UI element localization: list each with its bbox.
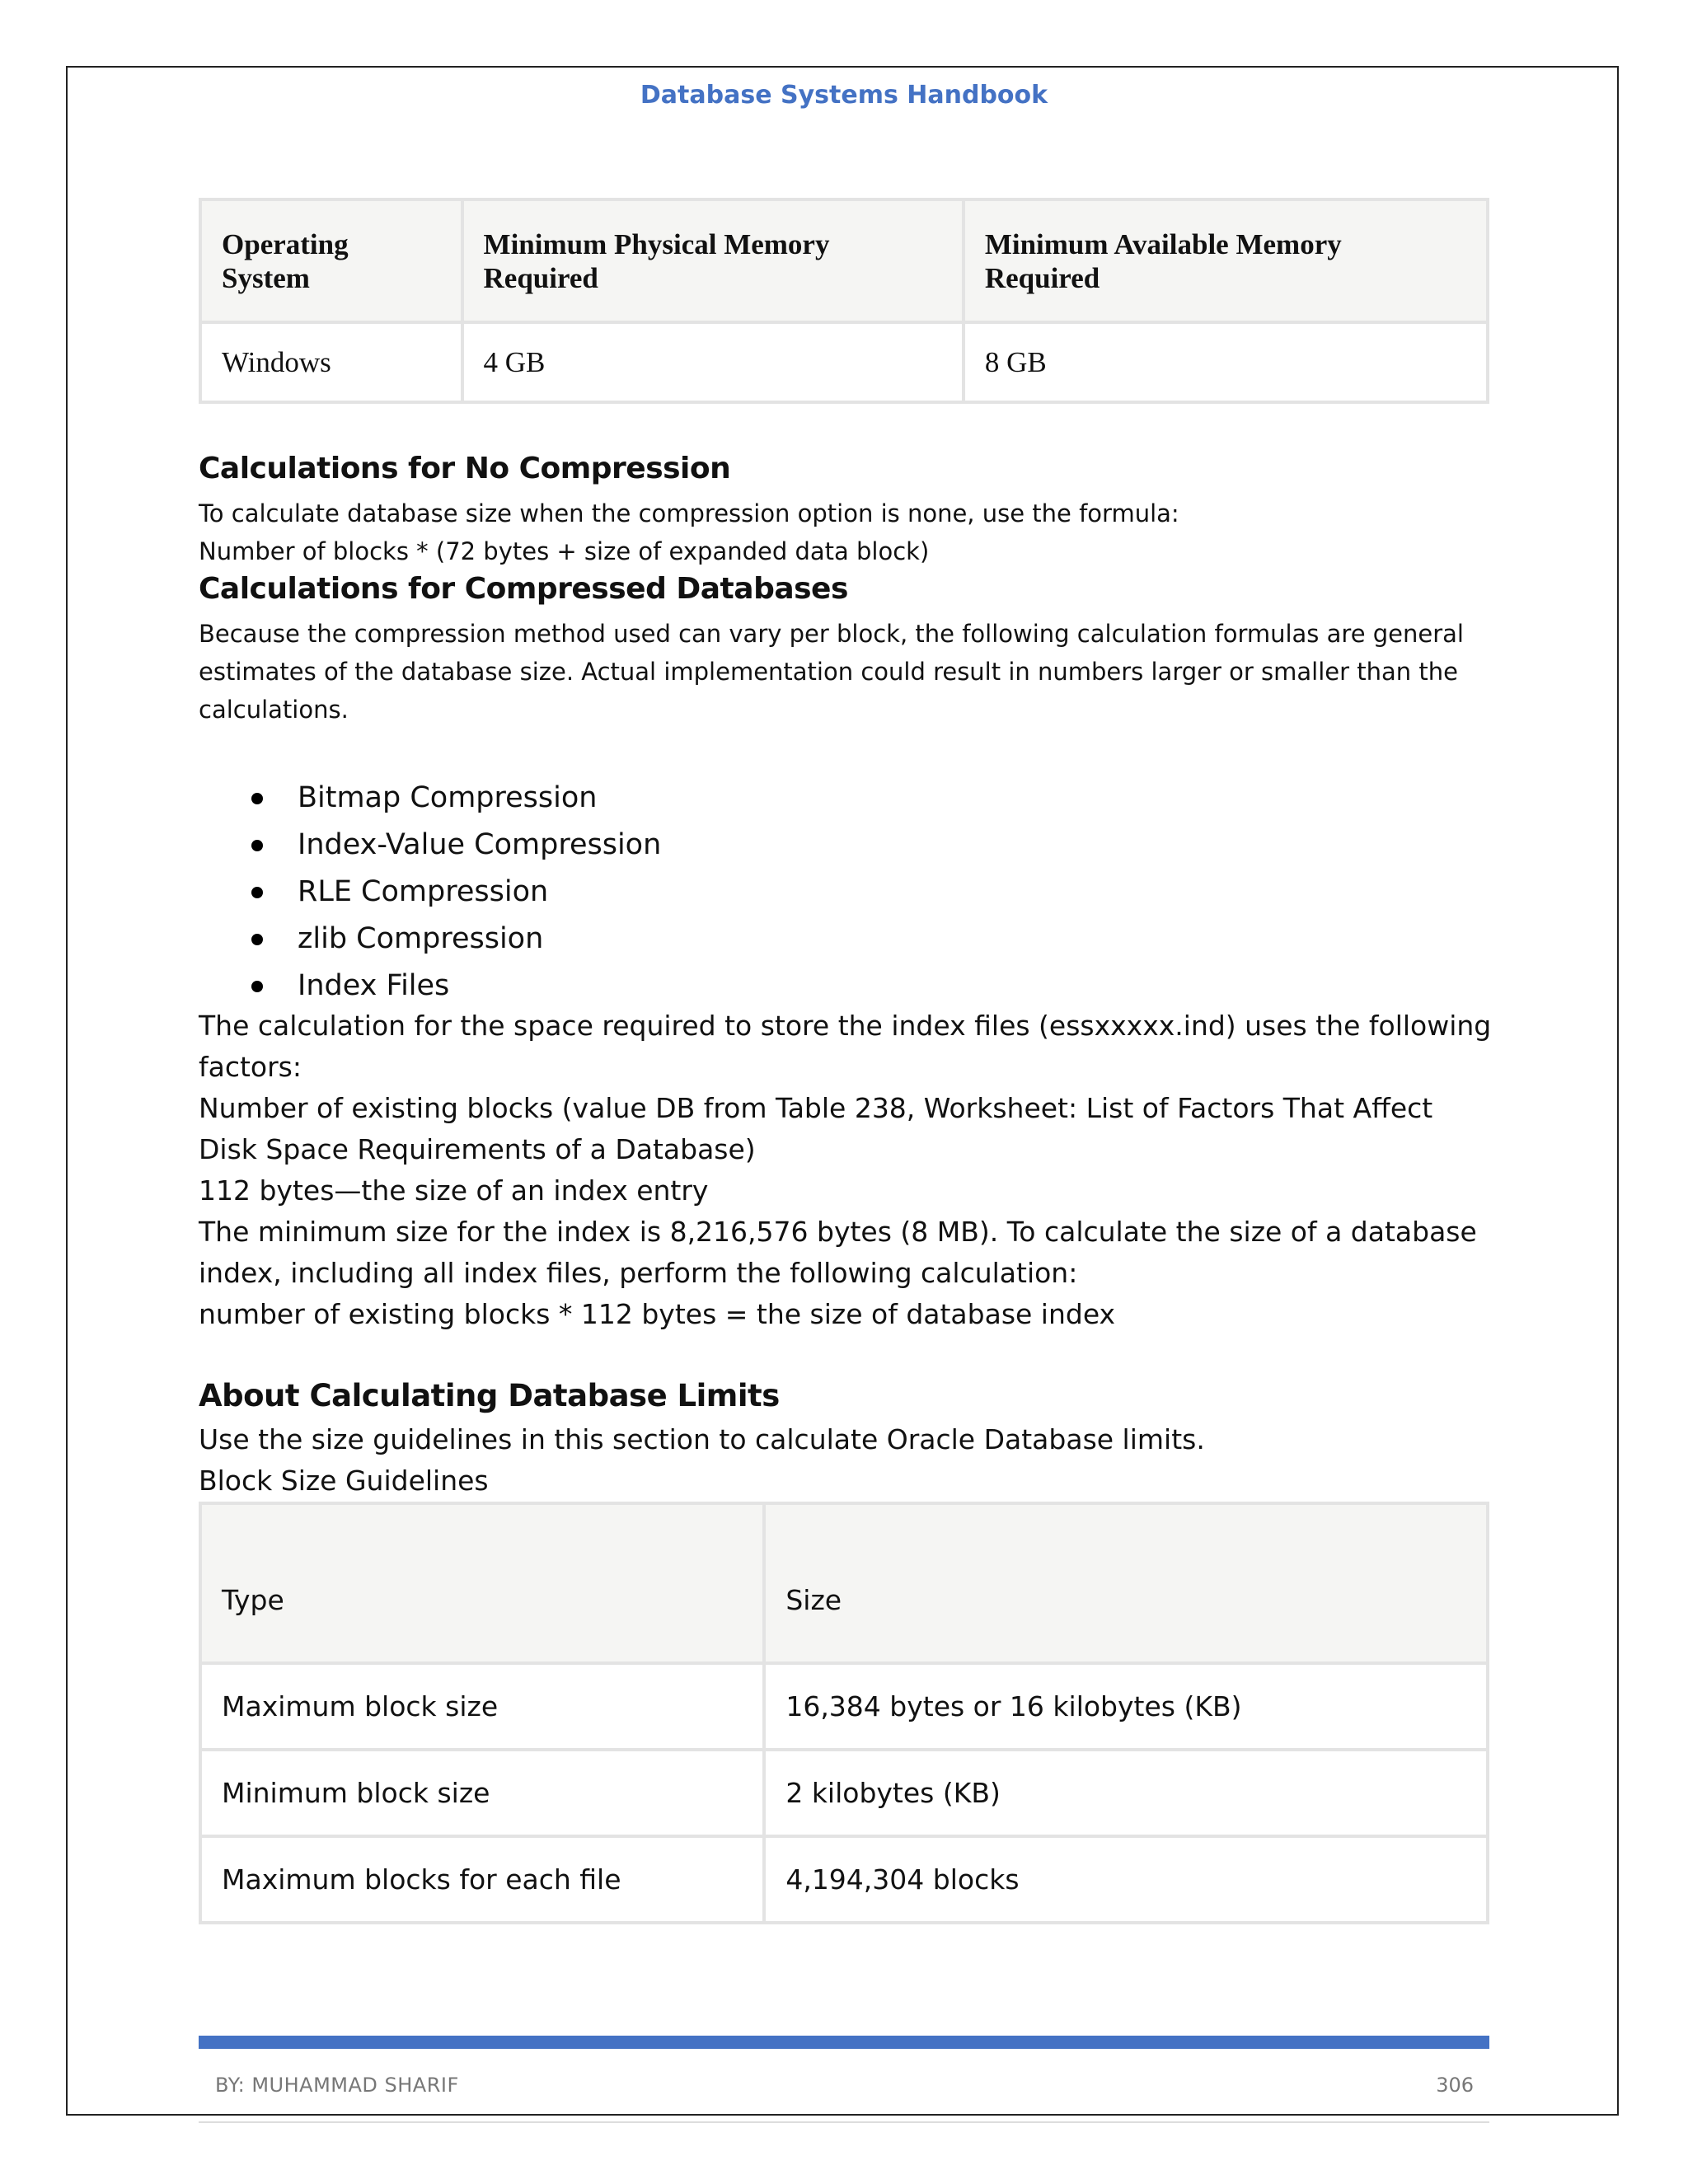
table-row [200, 1750, 1488, 1836]
section-heading-limits: About Calculating Database Limits [199, 1378, 780, 1413]
list-item-label: Index Files [298, 969, 450, 1002]
section-heading-no-compression: Calculations for No Compression [199, 452, 731, 485]
table-header-row [200, 1503, 1488, 1663]
paragraph: Number of existing blocks (value DB from Table 238, Worksheet: List of Factors That Affect Disk Space Requirements of a Database) [199, 1092, 1433, 1165]
list-item [199, 775, 661, 822]
table-row [200, 1836, 1488, 1923]
table-cell: 4 GB [462, 322, 964, 402]
list-item [199, 822, 661, 869]
list-item-label: RLE Compression [298, 875, 549, 908]
formula-text: number of existing blocks * 112 bytes = the size of database index [199, 1298, 1116, 1330]
page-number: 306 [1436, 2074, 1474, 2097]
table-header-cell: Operating System [200, 199, 462, 322]
paragraph: 112 bytes—the size of an index entry [199, 1174, 709, 1207]
list-item-label: zlib Compression [298, 922, 544, 955]
footer-divider [199, 2036, 1489, 2049]
block-size-table [199, 1502, 1489, 1924]
section-heading-compressed: Calculations for Compressed Databases [199, 572, 848, 606]
list-item-label: Index-Value Compression [298, 828, 662, 861]
footer-rule [199, 2121, 1489, 2123]
table-row [200, 322, 1488, 402]
paragraph: Use the size guidelines in this section to calculate Oracle Database limits. [199, 1423, 1205, 1455]
paragraph: Because the compression method used can vary per block, the following calculation formulas are general estimates of the database size. Actual implementation could result in numbers larger or smaller than the calculations. [199, 620, 1464, 724]
list-item-label: Bitmap Compression [298, 781, 598, 814]
bullet-icon [251, 934, 263, 945]
footer-author: BY: MUHAMMAD SHARIF [215, 2074, 459, 2097]
table-cell: 8 GB [964, 322, 1488, 402]
list-item [199, 916, 661, 963]
paragraph: The calculation for the space required to store the index files (essxxxxx.ind) uses the following factors: [199, 1010, 1492, 1083]
list-item [199, 963, 661, 1010]
table-header-cell: Size [764, 1503, 1488, 1663]
bullet-icon [251, 981, 263, 992]
table-header-cell: Type [200, 1503, 764, 1663]
table-header-row [200, 199, 1488, 322]
table-cell: Maximum block size [200, 1663, 764, 1750]
table-row [200, 1663, 1488, 1750]
running-header: Database Systems Handbook [640, 81, 1048, 110]
formula-text: Number of blocks * (72 bytes + size of expanded data block) [199, 537, 930, 565]
subheading: Block Size Guidelines [199, 1465, 489, 1497]
table-cell: 4,194,304 blocks [764, 1836, 1488, 1923]
bullet-icon [251, 840, 263, 851]
table-header-cell: Minimum Physical Memory Required [462, 199, 964, 322]
table-cell: Windows [200, 322, 462, 402]
list-item [199, 869, 661, 916]
compression-list [199, 775, 661, 1010]
table-cell: 2 kilobytes (KB) [764, 1750, 1488, 1836]
bullet-icon [251, 887, 263, 898]
bullet-icon [251, 793, 263, 804]
table-cell: Minimum block size [200, 1750, 764, 1836]
table-cell: Maximum blocks for each file [200, 1836, 764, 1923]
paragraph: The minimum size for the index is 8,216,576 bytes (8 MB). To calculate the size of a database index, including all index files, perform the following calculation: [199, 1216, 1477, 1289]
memory-requirements-table [199, 198, 1489, 404]
paragraph: To calculate database size when the compression option is none, use the formula: [199, 499, 1179, 527]
table-header-cell: Minimum Available Memory Required [964, 199, 1488, 322]
table-cell: 16,384 bytes or 16 kilobytes (KB) [764, 1663, 1488, 1750]
